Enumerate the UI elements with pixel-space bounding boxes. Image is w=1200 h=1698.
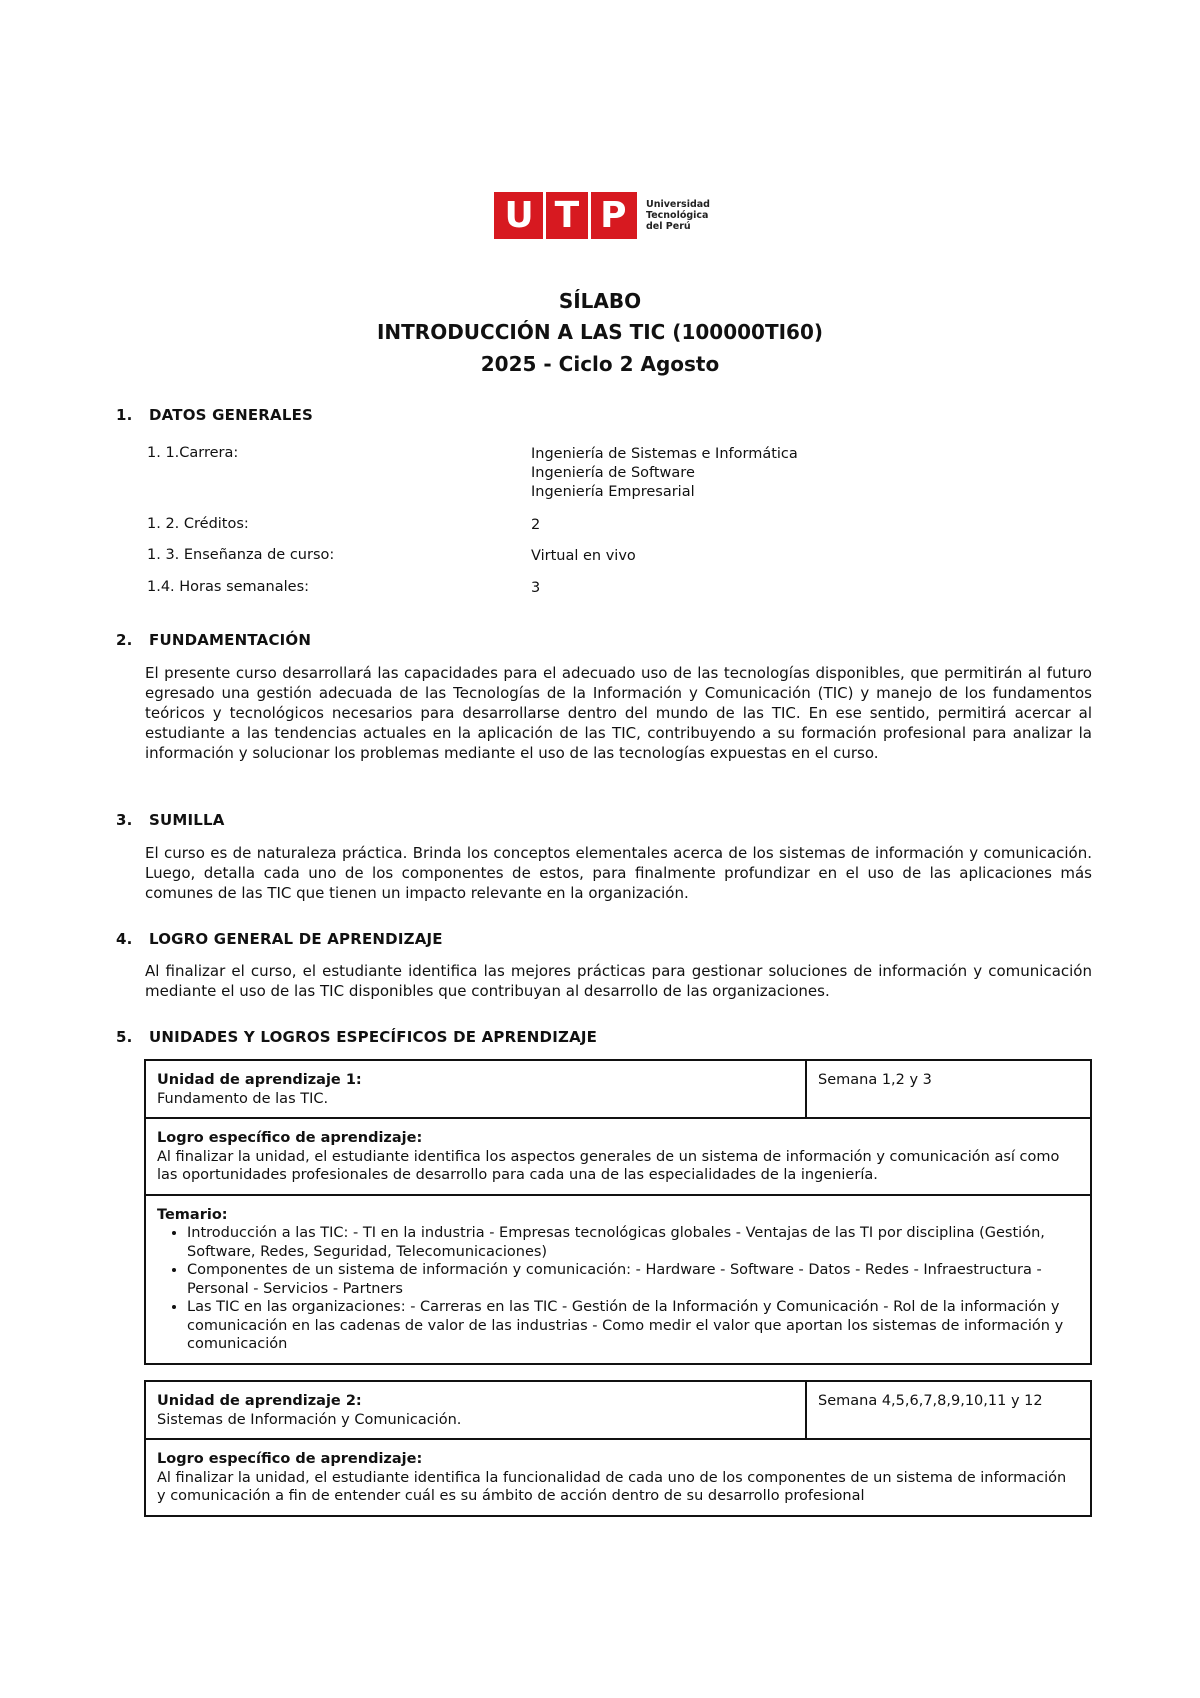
fundamentacion-text: El presente curso desarrollará las capacidades para el adecuado uso de las tecnologías disponibles, que permitirán al futuro egresado una gestión adecuada de las Tecnologías de la Información y Comunicación (TIC) y manejo de los fundamentos teóricos y tecnológicos necesarios para desarrollarse dentro del mundo de las TIC. En ese sentido, permitirá acercar al estudiante a las tendencias actuales en la aplicación de las TIC, contribuyendo a su formación profesional para analizar la información y solucionar los problemas mediante el uso de las tecnologías expuestas en el curso. (145, 664, 1092, 762)
section-heading-sumilla: 3. SUMILLA (116, 811, 225, 829)
section-heading-fundamentacion: 2. FUNDAMENTACIÓN (116, 631, 312, 649)
term-title: 2025 - Ciclo 2 Agosto (480, 352, 720, 376)
section-heading-logro-general: 4. LOGRO GENERAL DE APRENDIZAJE (116, 930, 443, 948)
course-title: INTRODUCCIÓN A LAS TIC (100000TI60) (376, 320, 823, 344)
utp-logo (494, 192, 710, 239)
utp-logo-wordmark: Universidad Tecnológica del Perú (646, 199, 710, 232)
list-item: • Introducción a las TIC: - TI en la industria - Empresas tecnológicas globales - Ventajas de las TI por disciplina (Gestión, Software, Redes, Seguridad, Telecomunicaciones) (187, 1224, 1079, 1261)
unit-temario-row: Temario: • Introducción a las TIC: - TI en la industria - Empresas tecnológicas globales - Ventajas de las TI por disciplina (Gestión, Software, Redes, Seguridad, Telecomunicaciones) • Componentes de un sistema de información y comunicación: - Hardware - Software - Datos - Redes - Infraestructura - Personal - Servicios - Partners • Las TIC en las organizaciones: - Carreras en las TIC - Gestión de la Información y Comunicación - Rol de la información y comunicación en las cadenas de valor de las industrias - Como medir el valor que aportan los sistemas de información y comunicación (146, 1196, 1090, 1363)
unit-logro-row: Logro específico de aprendizaje: Al finalizar la unidad, el estudiante identifica la funcionalidad de cada uno de los componentes de un sistema de información y comunicación a fin de entender cuál es su ámbito de acción dentro de su desarrollo profesional (157, 1451, 1067, 1504)
logo-letter-p: P (600, 195, 627, 236)
ensenanza-value: Virtual en vivo (531, 548, 636, 564)
logro-general-text: Al finalizar el curso, el estudiante identifica las mejores prácticas para gestionar soluciones de información y comunicación mediante el uso de las TIC disponibles que contribuyan al desarrollo de las organizaciones. (145, 962, 1092, 1000)
carrera-label: 1. 1.Carrera: (147, 445, 239, 461)
unit-table-2 (144, 1380, 1092, 1517)
unit-header-row (146, 1061, 1090, 1119)
document-title: SÍLABO (558, 289, 642, 313)
unit-weeks-cell: Semana 4,5,6,7,8,9,10,11 y 12 (818, 1393, 1043, 1409)
section-heading-unidades: 5. UNIDADES Y LOGROS ESPECÍFICOS DE APRENDIZAJE (116, 1028, 598, 1046)
utp-logo-mark (494, 192, 637, 239)
horas-label: 1.4. Horas semanales: (147, 579, 310, 595)
creditos-label: 1. 2. Créditos: (147, 516, 249, 532)
list-item: • Las TIC en las organizaciones: - Carreras en las TIC - Gestión de la Información y Comunicación - Rol de la información y comunicación en las cadenas de valor de las industrias - Como medir el valor que aportan los sistemas de información y comunicación (187, 1298, 1079, 1354)
logo-letter-t: T (554, 195, 580, 236)
temario-list (157, 1224, 1079, 1354)
unit-weeks-cell: Semana 1,2 y 3 (818, 1072, 932, 1088)
section-heading-datos-generales: 1. DATOS GENERALES (116, 406, 314, 424)
unit-logro-row: Logro específico de aprendizaje: Al finalizar la unidad, el estudiante identifica los aspectos generales de un sistema de información y comunicación así como las oportunidades profesionales de desarrollo para cada una de las especialidades de la ingeniería. (146, 1119, 1090, 1196)
sumilla-text: El curso es de naturaleza práctica. Brinda los conceptos elementales acerca de los sistemas de información y comunicación. Luego, detalla cada uno de los componentes de estos, para finalmente profundizar en el uso de las aplicaciones más comunes de las TIC que tienen un impacto relevante en la organización. (145, 844, 1092, 902)
logo-letter-u: U (504, 195, 534, 236)
unit-name-cell: Unidad de aprendizaje 2: Sistemas de Información y Comunicación. (146, 1382, 807, 1438)
creditos-value: 2 (531, 517, 541, 533)
horas-value: 3 (531, 580, 541, 596)
carrera-values: Ingeniería de Sistemas e Informática Ingeniería de Software Ingeniería Empresarial (531, 446, 798, 500)
list-item: • Componentes de un sistema de información y comunicación: - Hardware - Software - Datos - Redes - Infraestructura - Personal - Servicios - Partners (187, 1261, 1079, 1298)
ensenanza-label: 1. 3. Enseñanza de curso: (147, 547, 335, 563)
unit-header-row (146, 1382, 1090, 1440)
unit-table-1 (144, 1059, 1092, 1365)
unit-name-cell: Unidad de aprendizaje 1: Fundamento de las TIC. (146, 1061, 807, 1117)
